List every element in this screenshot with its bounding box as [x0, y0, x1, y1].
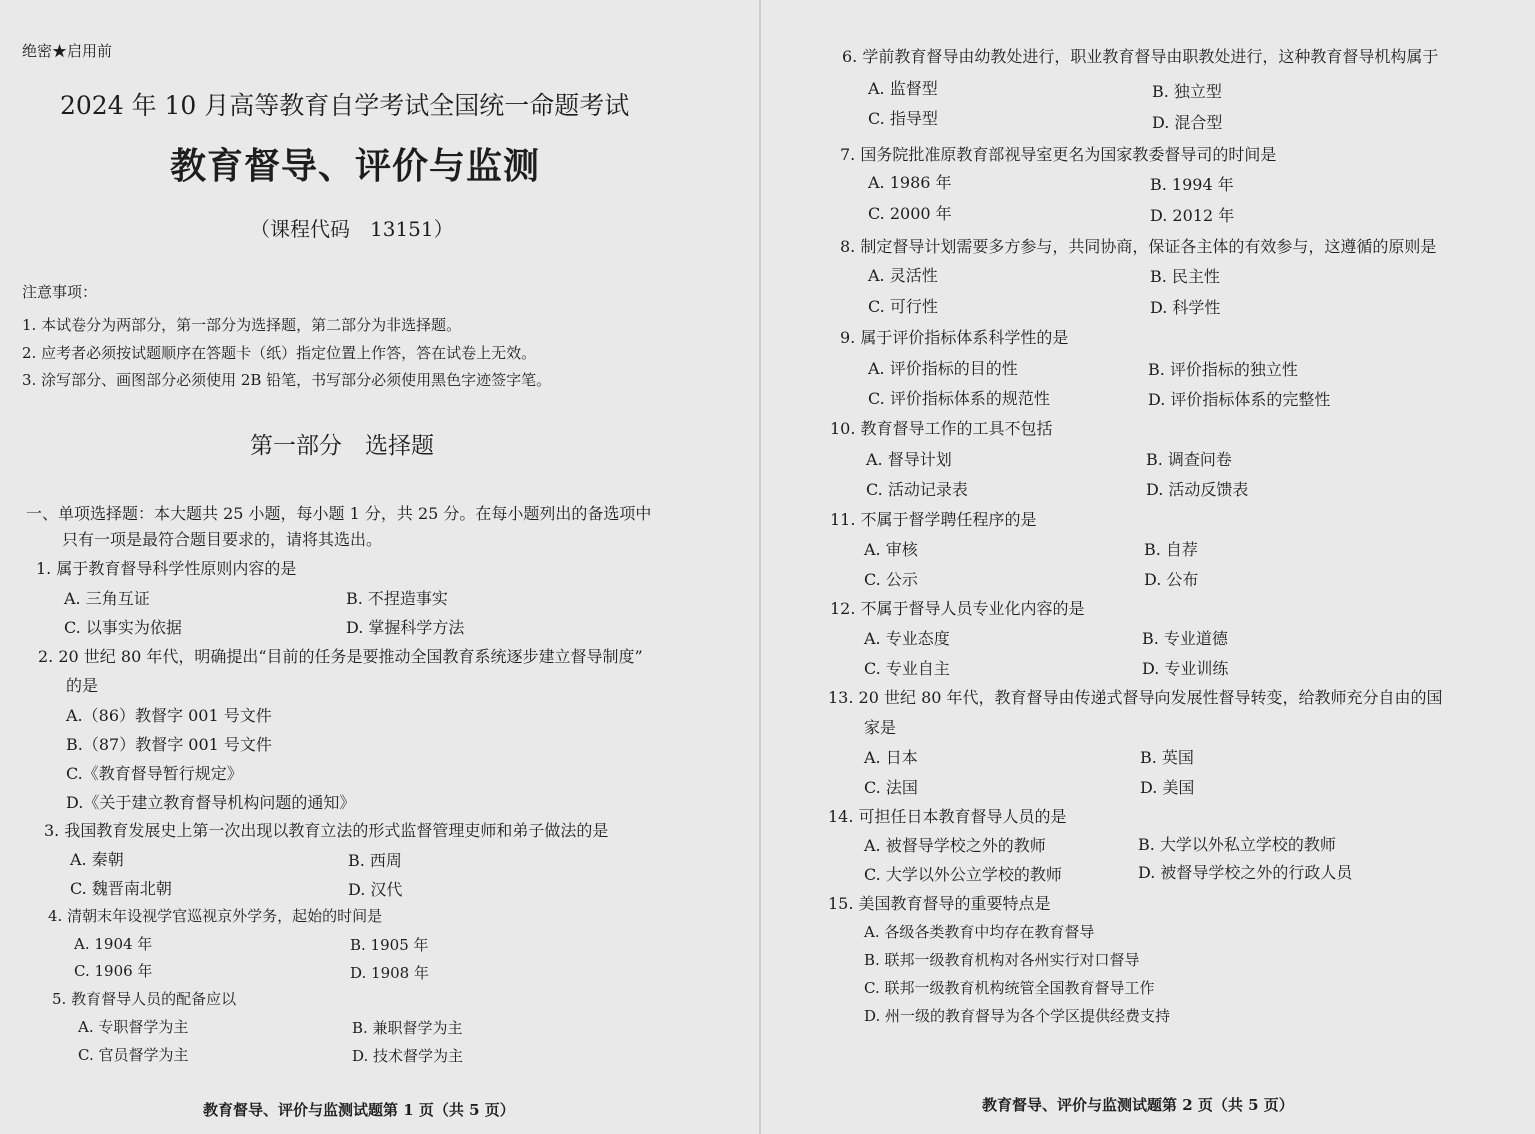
option-d: D. 技术督学为主: [352, 1047, 464, 1065]
question-stem: 2. 20 世纪 80 年代，明确提出“目前的任务是要推动全国教育系统逐步建立督导制度”: [38, 647, 643, 666]
page-divider: [759, 0, 761, 1134]
question-stem: 15. 美国教育督导的重要特点是: [828, 894, 1051, 913]
option-d: D. 活动反馈表: [1146, 480, 1249, 499]
option-b: B. 英国: [1140, 748, 1194, 767]
question-stem: 14. 可担任日本教育督导人员的是: [828, 807, 1067, 826]
question-stem: 12. 不属于督导人员专业化内容的是: [830, 599, 1085, 618]
option-d: D. 公布: [1144, 570, 1199, 589]
note-item: 1. 本试卷分为两部分，第一部分为选择题，第二部分为非选择题。: [22, 316, 462, 334]
question-stem: 1. 属于教育督导科学性原则内容的是: [36, 559, 297, 578]
option-d: D. 州一级的教育督导为各个学区提供经费支持: [864, 1007, 1171, 1025]
page-footer: 教育督导、评价与监测试题第 2 页（共 5 页）: [982, 1096, 1294, 1114]
option-c: C. 2000 年: [868, 204, 952, 223]
option-a: A. 专业态度: [864, 629, 950, 648]
question-stem: 7. 国务院批准原教育部视导室更名为国家教委督导司的时间是: [840, 145, 1277, 164]
option-b: B. 联邦一级教育机构对各州实行对口督导: [864, 951, 1140, 969]
option-d: D. 2012 年: [1150, 206, 1235, 225]
exam-page-2: [762, 0, 1535, 1134]
question-stem: 9. 属于评价指标体系科学性的是: [840, 328, 1069, 347]
option-d: D. 科学性: [1150, 298, 1221, 317]
question-stem: 6. 学前教育督导由幼教处进行，职业教育督导由职教处进行，这种教育督导机构属于: [842, 47, 1439, 66]
note-item: 2. 应考者必须按试题顺序在答题卡（纸）指定位置上作答，答在试卷上无效。: [22, 344, 537, 362]
notes-heading: 注意事项：: [22, 283, 98, 301]
option-b: B. 不捏造事实: [346, 589, 448, 608]
option-b: B. 兼职督学为主: [352, 1019, 463, 1037]
option-c: C. 1906 年: [74, 962, 153, 980]
option-a: A. 日本: [864, 748, 918, 767]
option-c: C. 评价指标体系的规范性: [868, 389, 1050, 408]
option-d: D.《关于建立教育督导机构问题的通知》: [66, 793, 356, 812]
option-a: A. 1986 年: [868, 173, 952, 192]
option-a: A. 1904 年: [74, 935, 153, 953]
option-a: A. 被督导学校之外的教师: [864, 836, 1046, 855]
option-b: B. 1905 年: [350, 936, 429, 954]
option-b: B. 调查问卷: [1146, 450, 1232, 469]
option-d: D. 汉代: [348, 880, 403, 899]
option-a: A. 各级各类教育中均存在教育督导: [864, 923, 1095, 941]
option-c: C. 以事实为依据: [64, 618, 182, 637]
question-stem: 8. 制定督导计划需要多方参与，共同协商，保证各主体的有效参与，这遵循的原则是: [840, 237, 1437, 256]
question-stem: 11. 不属于督学聘任程序的是: [830, 510, 1037, 529]
option-d: D. 混合型: [1152, 113, 1223, 132]
option-d: D. 美国: [1140, 778, 1195, 797]
question-stem: 5. 教育督导人员的配备应以: [52, 990, 237, 1008]
section-heading: 第一部分 选择题: [250, 433, 434, 459]
instruction-line: 一、单项选择题：本大题共 25 小题，每小题 1 分，共 25 分。在每小题列出的备选项中: [26, 504, 652, 523]
page-footer: 教育督导、评价与监测试题第 1 页（共 5 页）: [203, 1101, 515, 1119]
option-b: B. 民主性: [1150, 267, 1220, 286]
option-a: A. 监督型: [868, 79, 938, 98]
option-b: B. 大学以外私立学校的教师: [1138, 835, 1336, 854]
option-d: D. 被督导学校之外的行政人员: [1138, 863, 1353, 882]
option-b: B. 1994 年: [1150, 175, 1234, 194]
option-d: D. 1908 年: [350, 964, 429, 982]
option-c: C. 专业自主: [864, 659, 950, 678]
question-stem: 3. 我国教育发展史上第一次出现以教育立法的形式监督管理吏师和弟子做法的是: [44, 821, 609, 840]
option-b: B. 自荐: [1144, 540, 1198, 559]
instruction-line: 只有一项是最符合题目要求的，请将其选出。: [62, 530, 383, 549]
option-a: A. 审核: [864, 540, 918, 559]
option-c: C. 官员督学为主: [78, 1046, 189, 1064]
option-c: C. 公示: [864, 570, 918, 589]
question-stem-continued: 家是: [864, 718, 897, 737]
option-c: C. 指导型: [868, 109, 938, 128]
option-b: B. 西周: [348, 851, 402, 870]
option-d: D. 评价指标体系的完整性: [1148, 390, 1331, 409]
note-item: 3. 涂写部分、画图部分必须使用 2B 铅笔，书写部分必须使用黑色字迹签字笔。: [22, 371, 552, 389]
confidential-mark: 绝密★启用前: [22, 42, 113, 60]
option-c: C. 魏晋南北朝: [70, 879, 172, 898]
question-stem: 13. 20 世纪 80 年代，教育督导由传递式督导向发展性督导转变，给教师充分自由的国: [828, 688, 1443, 707]
option-c: C. 大学以外公立学校的教师: [864, 865, 1062, 884]
option-b: B. 评价指标的独立性: [1148, 360, 1298, 379]
option-a: A. 专职督学为主: [78, 1018, 189, 1036]
option-d: D. 专业训练: [1142, 659, 1229, 678]
option-c: C. 联邦一级教育机构统管全国教育督导工作: [864, 979, 1155, 997]
option-d: D. 掌握科学方法: [346, 618, 465, 637]
option-c: C. 活动记录表: [866, 480, 968, 499]
subject-title: 教育督导、评价与监测: [170, 145, 541, 187]
option-a: A. 督导计划: [866, 450, 952, 469]
question-stem-continued: 的是: [66, 676, 99, 695]
course-code: （课程代码 13151）: [250, 217, 454, 241]
option-c: C.《教育督导暂行规定》: [66, 764, 243, 783]
option-a: A. 评价指标的目的性: [868, 359, 1018, 378]
option-b: B.（87）教督字 001 号文件: [66, 735, 272, 754]
option-c: C. 法国: [864, 778, 918, 797]
option-b: B. 独立型: [1152, 82, 1222, 101]
question-stem: 4. 清朝末年设视学官巡视京外学务，起始的时间是: [48, 907, 383, 925]
exam-title: 2024 年 10 月高等教育自学考试全国统一命题考试: [60, 91, 630, 120]
option-a: A. 灵活性: [868, 266, 938, 285]
option-b: B. 专业道德: [1142, 629, 1228, 648]
question-stem: 10. 教育督导工作的工具不包括: [830, 419, 1053, 438]
exam-page-1: [0, 0, 758, 1134]
option-a: A.（86）教督字 001 号文件: [66, 706, 272, 725]
option-a: A. 三角互证: [64, 589, 150, 608]
option-a: A. 秦朝: [70, 850, 124, 869]
option-c: C. 可行性: [868, 297, 938, 316]
